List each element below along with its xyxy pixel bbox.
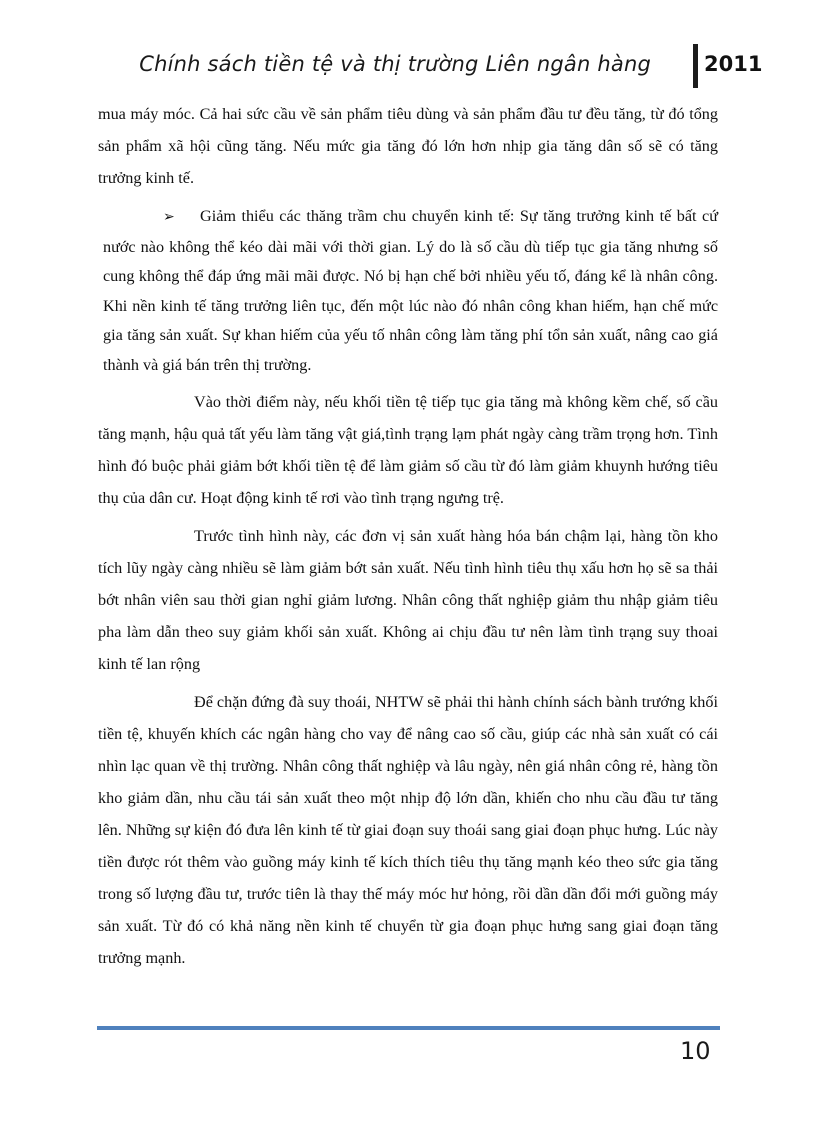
paragraph-2: Vào thời điểm này, nếu khối tiền tệ tiếp tục gia tăng mà không kềm chế, số cầu tăng mạnh, hậu quả tất yếu làm tăng vật giá,tình trạng lạm phát ngày càng trầm trọng hơn. Tình hình đó buộc phải giảm bớt khối tiền tệ để làm giảm số cầu từ đó làm giảm khuynh hướng tiêu thụ của dân cư. Hoạt động kinh tế rơi vào tình trạng ngưng trệ. bbox=[98, 393, 718, 507]
paragraph-1: mua máy móc. Cả hai sức cầu về sản phẩm tiêu dùng và sản phẩm đầu tư đều tăng, từ đó tổng sản phẩm xã hội cũng tăng. Nếu mức gia tăng đó lớn hơn nhịp gia tăng dân số sẽ có tăng trưởng kinh tế. bbox=[98, 105, 718, 187]
paragraph-4: Để chặn đứng đà suy thoái, NHTW sẽ phải thi hành chính sách bành trướng khối tiền tệ, khuyến khích các ngân hàng cho vay để nâng cao số cầu, giúp các nhà sản xuất có cái nhìn lạc quan về thị trường. Nhân công thất nghiệp và lâu ngày, nên giá nhân công rẻ, hàng tồn kho giảm dần, nhu cầu tái sản xuất theo một nhịp độ lớn dần, khiến cho nhu cầu đầu tư tăng lên. Những sự kiện đó đưa lên kinh tế từ giai đoạn suy thoái sang giai đoạn phục hưng. Lúc này tiền được rót thêm vào guồng máy kinh tế kích thích tiêu thụ tăng mạnh kéo theo sức gia tăng trong số lượng đầu tư, trước tiên là thay thế máy móc hư hỏng, rồi dần dần đổi mới guồng máy sản xuất. Từ đó có khả năng nền kinh tế chuyển từ gia đoạn phục hưng sang giai đoạn tăng trưởng mạnh. bbox=[98, 693, 718, 967]
bullet-text: Giảm thiểu các thăng trầm chu chuyển kinh tế: Sự tăng trưởng kinh tế bất cứ nước nào không thể kéo dài mãi với thời gian. Lý do là số cầu dù tiếp tục gia tăng nhưng số cung không thể đáp ứng mãi mãi được. Nó bị hạn chế bởi nhiều yếu tố, đáng kể là nhân công. Khi nền kinh tế tăng trưởng liên tục, đến một lúc nào đó nhân công khan hiếm, hạn chế mức gia tăng sản xuất. Sự khan hiếm của yếu tố nhân công làm tăng phí tổn sản xuất, nâng cao giá thành và giá bán trên thị trường. bbox=[103, 207, 718, 374]
document-body bbox=[98, 98, 718, 980]
arrow-bullet-icon: ➢ bbox=[163, 209, 175, 225]
bullet-item bbox=[98, 202, 718, 380]
footer-divider bbox=[97, 1026, 720, 1030]
header-divider bbox=[693, 44, 698, 88]
page-header bbox=[97, 44, 763, 88]
header-title: Chính sách tiền tệ và thị trường Liên ngân hàng bbox=[139, 52, 651, 76]
paragraph-3: Trước tình hình này, các đơn vị sản xuất hàng hóa bán chậm lại, hàng tồn kho tích lũy ngày càng nhiều sẽ làm giảm bớt sản xuất. Nếu tình hình tiêu thụ xấu hơn họ sẽ sa thải bớt nhân viên sau thời gian nghỉ giảm lương. Nhân công thất nghiệp giảm thu nhập giảm tiêu pha làm dẫn theo suy giảm khối sản xuất. Không ai chịu đầu tư nên làm tình trạng suy thoai kinh tế lan rộng bbox=[98, 527, 718, 673]
bullet-paragraph bbox=[103, 202, 718, 380]
page-number: 10 bbox=[680, 1037, 711, 1065]
header-year: 2011 bbox=[704, 52, 763, 76]
